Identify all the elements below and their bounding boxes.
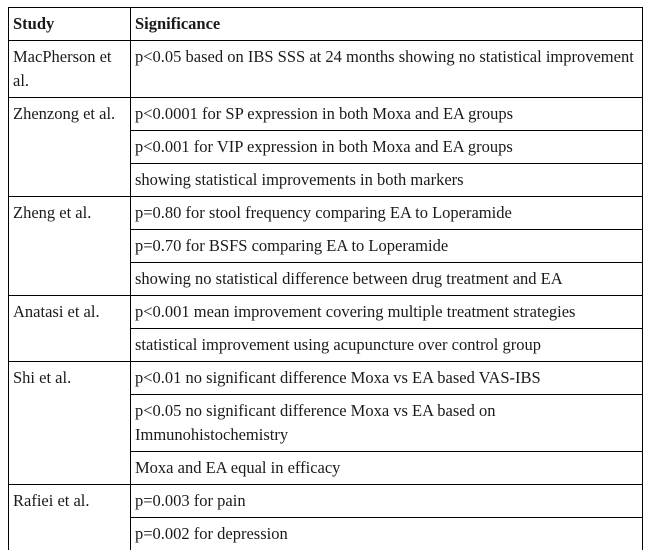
significance-cell: Moxa and EA equal in efficacy [131, 452, 643, 485]
header-significance: Significance [131, 8, 643, 41]
study-cell: Rafiei et al. [9, 485, 131, 518]
study-cell-empty [9, 230, 131, 263]
significance-cell: showing statistical improvements in both markers [131, 164, 643, 197]
significance-cell: p<0.001 for VIP expression in both Moxa and EA groups [131, 131, 643, 164]
table-row [9, 197, 643, 230]
table-row [9, 329, 643, 362]
significance-cell: statistical improvement using acupuncture over control group [131, 329, 643, 362]
table-row [9, 485, 643, 518]
significance-cell: p=0.70 for BSFS comparing EA to Loperamide [131, 230, 643, 263]
table-row [9, 131, 643, 164]
table-row [9, 395, 643, 452]
significance-cell: showing no statistical difference between drug treatment and EA [131, 263, 643, 296]
study-cell-empty [9, 329, 131, 362]
table-row [9, 41, 643, 98]
significance-cell: p=0.80 for stool frequency comparing EA to Loperamide [131, 197, 643, 230]
table-header-row [9, 8, 643, 41]
significance-cell: p<0.0001 for SP expression in both Moxa and EA groups [131, 98, 643, 131]
study-cell-empty [9, 263, 131, 296]
significance-table [8, 7, 643, 550]
table-row [9, 263, 643, 296]
study-cell: MacPherson et al. [9, 41, 131, 98]
significance-cell: p=0.002 for depression [131, 518, 643, 550]
significance-cell: p=0.003 for pain [131, 485, 643, 518]
table-body [9, 41, 643, 550]
study-cell: Zheng et al. [9, 197, 131, 230]
significance-cell: p<0.05 no significant difference Moxa vs EA based on Immunohistochemistry [131, 395, 643, 452]
table-row [9, 230, 643, 263]
header-study: Study [9, 8, 131, 41]
study-cell: Shi et al. [9, 362, 131, 395]
study-cell: Anatasi et al. [9, 296, 131, 329]
table-row [9, 164, 643, 197]
significance-cell: p<0.05 based on IBS SSS at 24 months showing no statistical improvement [131, 41, 643, 98]
table-row [9, 362, 643, 395]
study-cell-empty [9, 395, 131, 452]
study-cell-empty [9, 131, 131, 164]
study-cell: Zhenzong et al. [9, 98, 131, 131]
study-cell-empty [9, 452, 131, 485]
table-row [9, 296, 643, 329]
table-row [9, 518, 643, 550]
study-cell-empty [9, 164, 131, 197]
significance-cell: p<0.001 mean improvement covering multiple treatment strategies [131, 296, 643, 329]
significance-cell: p<0.01 no significant difference Moxa vs EA based VAS-IBS [131, 362, 643, 395]
table-row [9, 452, 643, 485]
study-cell-empty [9, 518, 131, 550]
table-row [9, 98, 643, 131]
